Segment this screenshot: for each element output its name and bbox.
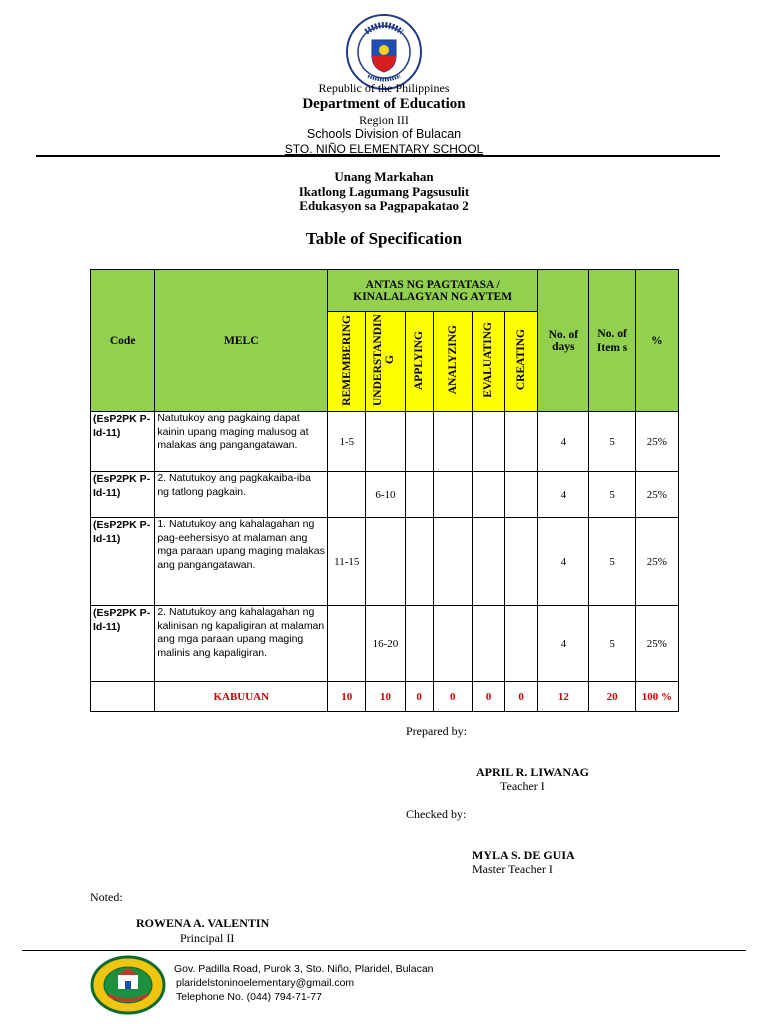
days-cell: 4 — [538, 472, 589, 518]
header-division: Schools Division of Bulacan — [306, 127, 462, 141]
table-row — [91, 518, 679, 606]
days-cell: 4 — [538, 606, 589, 682]
prepared-name: APRIL R. LIWANAG — [476, 765, 590, 779]
page-title: Table of Specification — [305, 229, 463, 248]
header-understanding: UNDERSTANDIN G — [372, 314, 397, 406]
footer-address: Gov. Padilla Road, Purok 3, Sto. Niño, Plaridel, Bulacan — [174, 963, 434, 975]
footer-email: plaridelstoninoelementary@gmail.com — [176, 977, 355, 989]
remembering-cell — [328, 606, 366, 682]
header-creating-cell — [505, 312, 538, 412]
header-antas: ANTAS NG PAGTATASA / KINALALAGYAN NG AYTEM — [328, 270, 538, 312]
total-analyzing: 0 — [433, 682, 472, 712]
header-melc: MELC — [155, 270, 328, 412]
days-cell: 4 — [538, 412, 589, 472]
subject-title: Edukasyon sa Pagpapakatao 2 — [299, 198, 469, 213]
total-remembering: 10 — [328, 682, 366, 712]
checked-label: Checked by: — [406, 807, 467, 821]
total-percent: 100 % — [635, 682, 678, 712]
table-row — [91, 606, 679, 682]
code-cell: (EsP2PK P-Id-11) — [91, 472, 155, 518]
footer-phone: Telephone No. (044) 794-71-77 — [176, 991, 322, 1003]
specification-table — [90, 269, 679, 712]
header-understanding-cell — [366, 312, 405, 412]
items-cell: 5 — [589, 412, 635, 472]
prepared-label: Prepared by: — [406, 724, 467, 738]
header-remembering: REMEMBERING — [340, 314, 353, 406]
table-row — [91, 472, 679, 518]
total-evaluating: 0 — [472, 682, 504, 712]
understanding-cell — [366, 518, 405, 606]
total-row — [91, 682, 679, 712]
remembering-cell: 1-5 — [328, 412, 366, 472]
total-items: 20 — [589, 682, 635, 712]
header-code: Code — [91, 270, 155, 412]
items-cell: 5 — [589, 518, 635, 606]
footer-divider — [22, 950, 746, 951]
percent-cell: 25% — [635, 518, 678, 606]
total-creating: 0 — [505, 682, 538, 712]
header-days: No. of days — [538, 270, 589, 412]
understanding-cell: 16-20 — [366, 606, 405, 682]
code-cell: (EsP2PK P-Id-11) — [91, 412, 155, 472]
test-info — [0, 170, 768, 214]
header-items: No. of Item s — [589, 270, 635, 412]
header-creating: CREATING — [515, 329, 528, 391]
code-cell: (EsP2PK P-Id-11) — [91, 606, 155, 682]
total-days: 12 — [538, 682, 589, 712]
header-evaluating-cell — [472, 312, 504, 412]
header-percent: % — [635, 270, 678, 412]
quarter-title: Unang Markahan — [334, 169, 434, 184]
header-department: Department of Education — [302, 96, 466, 112]
deped-seal-logo — [336, 12, 432, 92]
header-evaluating: EVALUATING — [482, 322, 495, 398]
header-analyzing: ANALYZING — [446, 325, 459, 395]
header-school: STO. NIÑO ELEMENTARY SCHOOL — [284, 142, 484, 156]
remembering-cell: 11-15 — [328, 518, 366, 606]
footer-contact — [174, 962, 434, 1004]
understanding-cell — [366, 412, 405, 472]
melc-cell: 1. Natutukoy ang kahalagahan ng pag-eehersisyo at malaman ang mga paraan upang maging malakas ang pangangatawan. — [155, 518, 328, 606]
noted-label: Noted: — [90, 890, 123, 904]
total-applying: 0 — [405, 682, 433, 712]
header-applying-cell — [405, 312, 433, 412]
noted-title: Principal II — [180, 931, 235, 945]
melc-cell: 2. Natutukoy ang pagkakaiba-iba ng tatlong pagkain. — [155, 472, 328, 518]
header-remembering-cell — [328, 312, 366, 412]
understanding-cell: 6-10 — [366, 472, 405, 518]
items-cell: 5 — [589, 472, 635, 518]
prepared-title: Teacher I — [500, 779, 545, 793]
code-cell: (EsP2PK P-Id-11) — [91, 518, 155, 606]
melc-cell: Natutukoy ang pagkaing dapat kainin upang maging malusog at malakas ang pangangatawan. — [155, 412, 328, 472]
noted-name: ROWENA A. VALENTIN — [136, 916, 270, 930]
total-label: KABUUAN — [155, 682, 328, 712]
checked-title: Master Teacher I — [472, 862, 553, 876]
header-analyzing-cell — [433, 312, 472, 412]
header-region: Region III — [359, 113, 409, 127]
days-cell: 4 — [538, 518, 589, 606]
table-row — [91, 412, 679, 472]
school-seal-logo — [90, 955, 166, 1015]
items-cell: 5 — [589, 606, 635, 682]
header-republic: Republic of the Philippines — [318, 81, 450, 95]
percent-cell: 25% — [635, 606, 678, 682]
melc-cell: 2. Natutukoy ang kahalagahan ng kalinisan ng kapaligiran at malaman ang mga paraan upang maging malinis ang kapaligiran. — [155, 606, 328, 682]
total-understanding: 10 — [366, 682, 405, 712]
header-divider — [36, 155, 720, 157]
remembering-cell — [328, 472, 366, 518]
percent-cell: 25% — [635, 412, 678, 472]
test-title: Ikatlong Lagumang Pagsusulit — [298, 183, 470, 199]
header-applying: APPLYING — [413, 330, 426, 390]
percent-cell: 25% — [635, 472, 678, 518]
checked-name: MYLA S. DE GUIA — [472, 848, 575, 862]
